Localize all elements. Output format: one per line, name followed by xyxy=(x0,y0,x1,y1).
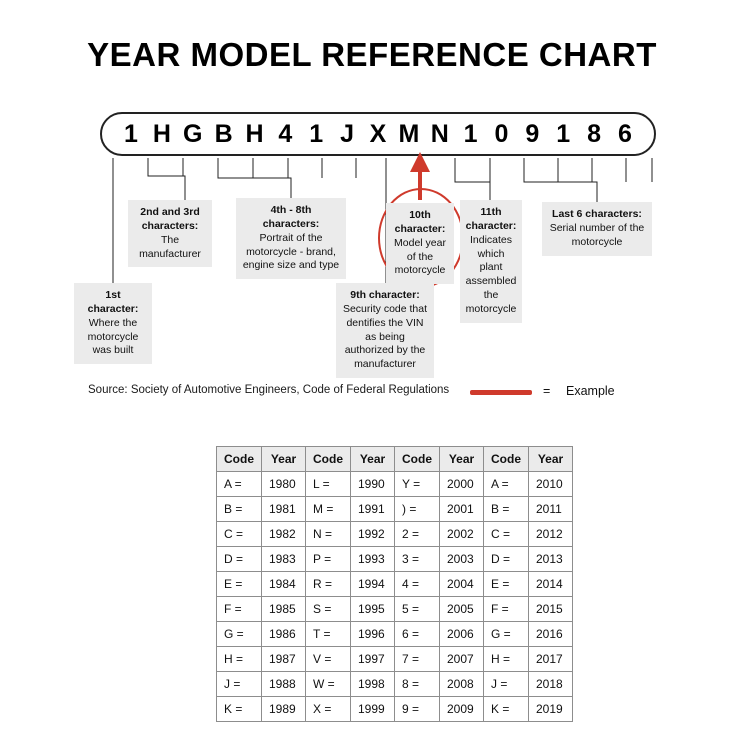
vin-char: 1 xyxy=(124,120,138,148)
table-header-row xyxy=(217,447,573,472)
table-row xyxy=(217,572,573,597)
code-cell: P = xyxy=(306,547,351,572)
year-code-table xyxy=(216,446,573,722)
year-cell: 1987 xyxy=(262,647,306,672)
code-cell: D = xyxy=(484,547,529,572)
callout-body: Security code that dentifies the VIN as being authorized by the manufacturer xyxy=(342,302,428,371)
year-cell: 2008 xyxy=(440,672,484,697)
table-row xyxy=(217,547,573,572)
year-cell: 2004 xyxy=(440,572,484,597)
year-cell: 2009 xyxy=(440,697,484,722)
year-cell: 1999 xyxy=(351,697,395,722)
year-cell: 1983 xyxy=(262,547,306,572)
callout-heading: 9th character: xyxy=(350,289,420,301)
code-cell: H = xyxy=(484,647,529,672)
year-cell: 1989 xyxy=(262,697,306,722)
vin-char: N xyxy=(430,120,449,148)
vin-char: H xyxy=(152,120,171,148)
year-cell: 2003 xyxy=(440,547,484,572)
year-cell: 1980 xyxy=(262,472,306,497)
year-cell: 2001 xyxy=(440,497,484,522)
year-cell: 1996 xyxy=(351,622,395,647)
year-cell: 1981 xyxy=(262,497,306,522)
year-cell: 2019 xyxy=(529,697,573,722)
code-cell: 4 = xyxy=(395,572,440,597)
code-cell: F = xyxy=(217,597,262,622)
code-cell: D = xyxy=(217,547,262,572)
code-cell: 7 = xyxy=(395,647,440,672)
year-cell: 2011 xyxy=(529,497,573,522)
year-cell: 2006 xyxy=(440,622,484,647)
code-cell: C = xyxy=(484,522,529,547)
code-cell: T = xyxy=(306,622,351,647)
callout-heading: 1st character: xyxy=(87,289,139,315)
table-row xyxy=(217,672,573,697)
table-row xyxy=(217,597,573,622)
code-cell: R = xyxy=(306,572,351,597)
code-cell: H = xyxy=(217,647,262,672)
code-cell: W = xyxy=(306,672,351,697)
year-cell: 2002 xyxy=(440,522,484,547)
callout-body: Where the motorcycle was built xyxy=(87,316,139,357)
vin-char: J xyxy=(340,120,355,148)
year-cell: 1991 xyxy=(351,497,395,522)
code-cell: E = xyxy=(484,572,529,597)
legend-label: Example xyxy=(566,384,615,398)
year-cell: 1998 xyxy=(351,672,395,697)
vin-char: 4 xyxy=(278,120,293,148)
column-header: Year xyxy=(529,447,573,472)
year-cell: 2013 xyxy=(529,547,573,572)
code-cell: J = xyxy=(217,672,262,697)
vin-char: 6 xyxy=(618,120,632,148)
callout-heading: 11th character: xyxy=(465,206,517,232)
column-header: Year xyxy=(440,447,484,472)
table xyxy=(216,446,573,722)
vin-char: 8 xyxy=(587,120,602,148)
table-row xyxy=(217,497,573,522)
vin-char: 1 xyxy=(556,120,571,148)
column-header: Code xyxy=(395,447,440,472)
code-cell: B = xyxy=(217,497,262,522)
code-cell: 3 = xyxy=(395,547,440,572)
code-cell: 8 = xyxy=(395,672,440,697)
column-header: Code xyxy=(217,447,262,472)
code-cell: 5 = xyxy=(395,597,440,622)
year-cell: 2007 xyxy=(440,647,484,672)
year-cell: 2018 xyxy=(529,672,573,697)
table-row xyxy=(217,647,573,672)
callout-first-character xyxy=(74,283,152,364)
vin-char: 1 xyxy=(309,120,324,148)
year-cell: 1984 xyxy=(262,572,306,597)
code-cell: 2 = xyxy=(395,522,440,547)
callout-heading: 2nd and 3rd characters: xyxy=(140,206,200,232)
code-cell: Y = xyxy=(395,472,440,497)
vin-char: H xyxy=(245,120,264,148)
year-cell: 2016 xyxy=(529,622,573,647)
year-cell: 1990 xyxy=(351,472,395,497)
year-cell: 1988 xyxy=(262,672,306,697)
year-cell: 1997 xyxy=(351,647,395,672)
vin-char: X xyxy=(369,120,387,148)
code-cell: N = xyxy=(306,522,351,547)
vin-char: G xyxy=(183,120,203,148)
code-cell: V = xyxy=(306,647,351,672)
year-cell: 1985 xyxy=(262,597,306,622)
table-row xyxy=(217,622,573,647)
year-cell: 2017 xyxy=(529,647,573,672)
year-cell: 2015 xyxy=(529,597,573,622)
vin-char: 1 xyxy=(463,120,478,148)
code-cell: K = xyxy=(217,697,262,722)
code-cell: E = xyxy=(217,572,262,597)
vin-char: 9 xyxy=(525,120,540,148)
table-row xyxy=(217,472,573,497)
legend-color-swatch xyxy=(470,390,532,395)
callout-body: Indicates which plant assembled the motorcycle xyxy=(465,233,517,316)
callout-tenth-character xyxy=(386,203,454,284)
page-title: YEAR MODEL REFERENCE CHART xyxy=(87,36,657,73)
code-cell: 6 = xyxy=(395,622,440,647)
callout-ninth-character xyxy=(336,283,434,378)
year-cell: 1992 xyxy=(351,522,395,547)
vin-capsule xyxy=(100,112,656,156)
code-cell: 9 = xyxy=(395,697,440,722)
year-cell: 2012 xyxy=(529,522,573,547)
code-cell: A = xyxy=(217,472,262,497)
year-cell: 1982 xyxy=(262,522,306,547)
table-row xyxy=(217,697,573,722)
callout-body: Portrait of the motorcycle - brand, engine size and type xyxy=(242,231,340,272)
source-text: Source: Society of Automotive Engineers, Code of Federal Regulations xyxy=(88,384,450,396)
code-cell: G = xyxy=(217,622,262,647)
code-cell: X = xyxy=(306,697,351,722)
column-header: Year xyxy=(351,447,395,472)
code-cell: G = xyxy=(484,622,529,647)
code-cell: A = xyxy=(484,472,529,497)
year-cell: 2000 xyxy=(440,472,484,497)
year-cell: 1995 xyxy=(351,597,395,622)
year-cell: 1994 xyxy=(351,572,395,597)
callout-heading: Last 6 characters: xyxy=(552,208,642,220)
callout-body: The manufacturer xyxy=(139,233,201,260)
year-cell: 2010 xyxy=(529,472,573,497)
callout-fourth-eighth-characters xyxy=(236,198,346,279)
code-cell: ) = xyxy=(395,497,440,522)
column-header: Code xyxy=(306,447,351,472)
code-cell: F = xyxy=(484,597,529,622)
year-cell: 1986 xyxy=(262,622,306,647)
callout-body: Model year of the motorcycle xyxy=(394,236,446,277)
callout-heading: 4th - 8th characters: xyxy=(262,204,320,230)
code-cell: C = xyxy=(217,522,262,547)
code-cell: K = xyxy=(484,697,529,722)
table-body xyxy=(217,472,573,722)
table-row xyxy=(217,522,573,547)
code-cell: S = xyxy=(306,597,351,622)
code-cell: M = xyxy=(306,497,351,522)
callout-heading: 10th character: xyxy=(394,209,446,235)
column-header: Code xyxy=(484,447,529,472)
code-cell: L = xyxy=(306,472,351,497)
callout-last-six-characters xyxy=(542,202,652,256)
code-cell: J = xyxy=(484,672,529,697)
year-cell: 2005 xyxy=(440,597,484,622)
code-cell: B = xyxy=(484,497,529,522)
vin-char: 0 xyxy=(494,120,509,148)
callout-eleventh-character xyxy=(460,200,522,323)
year-cell: 1993 xyxy=(351,547,395,572)
vin-char: M xyxy=(398,120,420,148)
legend-equals-sign: = xyxy=(543,384,551,398)
column-header: Year xyxy=(262,447,306,472)
callout-body: Serial number of the motorcycle xyxy=(549,221,645,248)
vin-char: B xyxy=(214,120,233,148)
callout-second-third-characters xyxy=(128,200,212,267)
year-cell: 2014 xyxy=(529,572,573,597)
